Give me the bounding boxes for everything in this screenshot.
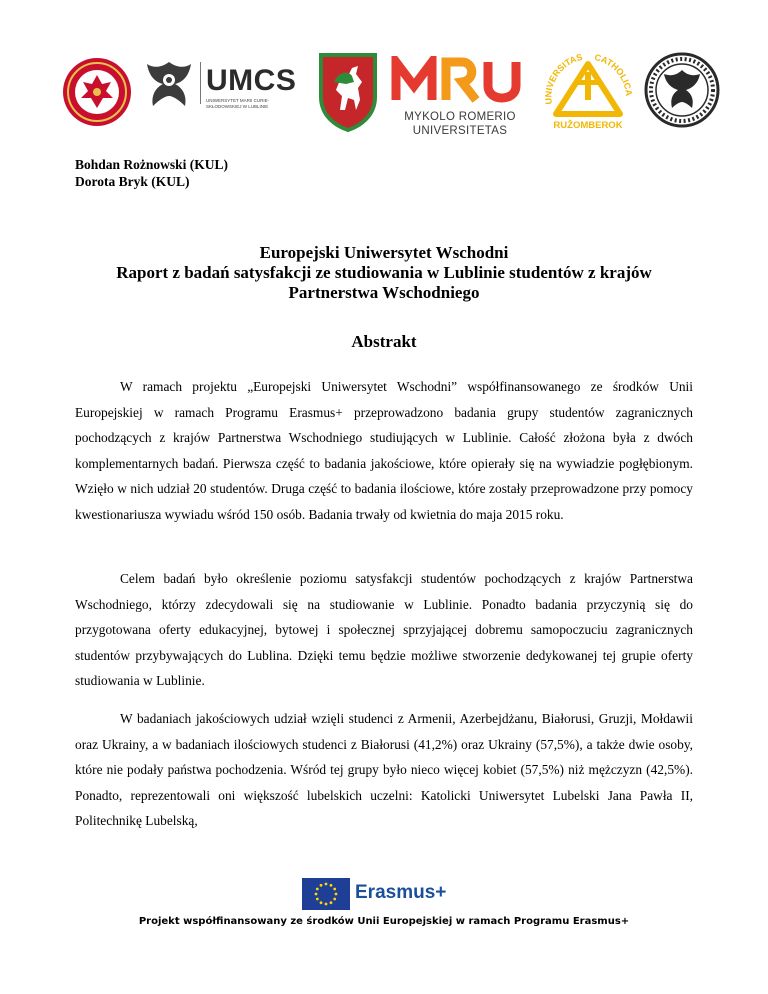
umcs-text xyxy=(206,64,296,110)
paragraph-2: Celem badań było określenie poziomu satysfakcji studentów pochodzących z krajów Partnerstwa Wschodniego, którzy zdecydowali się na studiowanie w Lublinie. Ponadto badania przyczynią się do przygotowana oferty edukacyjnej, bytowej i społecznej sprzyjającej dobremu samopoczuciu zagranicznych studentów przybywających do Lublina. Dzięki temu będzie możliwe stworzenie dedykowanej tej grupie oferty studiowania w Lublinie. xyxy=(75,571,693,689)
title-line-3: Partnerstwa Wschodniego xyxy=(288,283,480,302)
umcs-logo xyxy=(141,56,311,116)
paragraph-1: W ramach projektu „Europejski Uniwersytet Wschodni” współfinansowanego ze środków Unii Europejskiej w ramach Programu Erasmus+ przeprowadzono badania grupy studentów zagranicznych pochodzących z krajów Partnerstwa Wschodniego studiujących w Lublinie. Całość złożona była z dwóch komplementarnych badań. Pierwsza część to badania jakościowe, które opierały się na wywiadzie pogłębionym. Wzięło w nich udział 20 studentów. Druga część to badania ilościowe, które zostały przeprowadzone przy pomocy kwestionariusza wywiadu wśród 150 osób. Badania trwały od kwietnia do maja 2015 roku. xyxy=(75,379,693,522)
mru-caption xyxy=(390,110,530,138)
author-1: Bohdan Rożnowski (KUL) xyxy=(75,157,229,172)
logo-row xyxy=(50,46,720,136)
erasmus-plus-label: Erasmus+ xyxy=(355,882,447,903)
umcs-wordmark: UMCS xyxy=(206,64,297,97)
umcs-subtitle: UNIWERSYTET MARII CURIE-SKŁODOWSKIEJ W LUBLINIE xyxy=(206,98,270,109)
ruzomberok-logo xyxy=(542,48,634,132)
ruzomberok-arc-right: CATHOLICA xyxy=(593,52,634,97)
mru-caption-line2: UNIVERSITETAS xyxy=(412,125,508,137)
eu-flag-icon xyxy=(302,878,350,915)
lublin-goat-shield-icon xyxy=(318,52,378,132)
title-line-1: Europejski Uniwersytet Wschodni xyxy=(259,243,509,262)
mru-caption-line1: MYKOLO ROMERIO xyxy=(404,111,516,123)
umcs-crest-icon xyxy=(141,56,197,112)
author-2: Dorota Bryk (KUL) xyxy=(75,174,190,189)
funding-note: Projekt współfinansowany ze środków Unii Europejskiej w ramach Programu Erasmus+ xyxy=(138,916,630,927)
ruzomberok-bottom-text: RUŽOMBEROK xyxy=(553,120,623,131)
svg-text:CATHOLICA xyxy=(594,52,634,97)
ruzomberok-arc-left: UNIVERSITAS xyxy=(543,51,584,105)
mru-logo xyxy=(390,56,530,136)
umcs-divider xyxy=(200,62,201,104)
cross-triangle-icon xyxy=(542,48,634,132)
report-title xyxy=(75,243,693,303)
university-seal-icon xyxy=(644,52,720,128)
kul-emblem-icon xyxy=(61,56,133,128)
authors xyxy=(75,156,228,190)
paragraph-3: W badaniach jakościowych udział wzięli studenci z Armenii, Azerbejdżanu, Białorusi, Gruzji, Mołdawii oraz Ukrainy, a w badaniach ilościowych studenci z Białorusi (41,2%) oraz Ukrainy (57,5%), a także dwie osoby, które nie podały państwa pochodzenia. Wśród tej grupy było nieco więcej kobiet (57,5%) niż mężczyzn (42,5%). Ponadto, reprezentowali oni większość lubelskich uczelni: Katolicki Uniwersytet Lubelski Jana Pawła II, Politechnikę Lubelską, xyxy=(75,711,693,829)
mru-logo-icon xyxy=(390,56,530,104)
title-line-2: Raport z badań satysfakcji ze studiowania w Lublinie studentów z krajów xyxy=(116,263,652,282)
abstract-heading: Abstrakt xyxy=(351,332,417,351)
